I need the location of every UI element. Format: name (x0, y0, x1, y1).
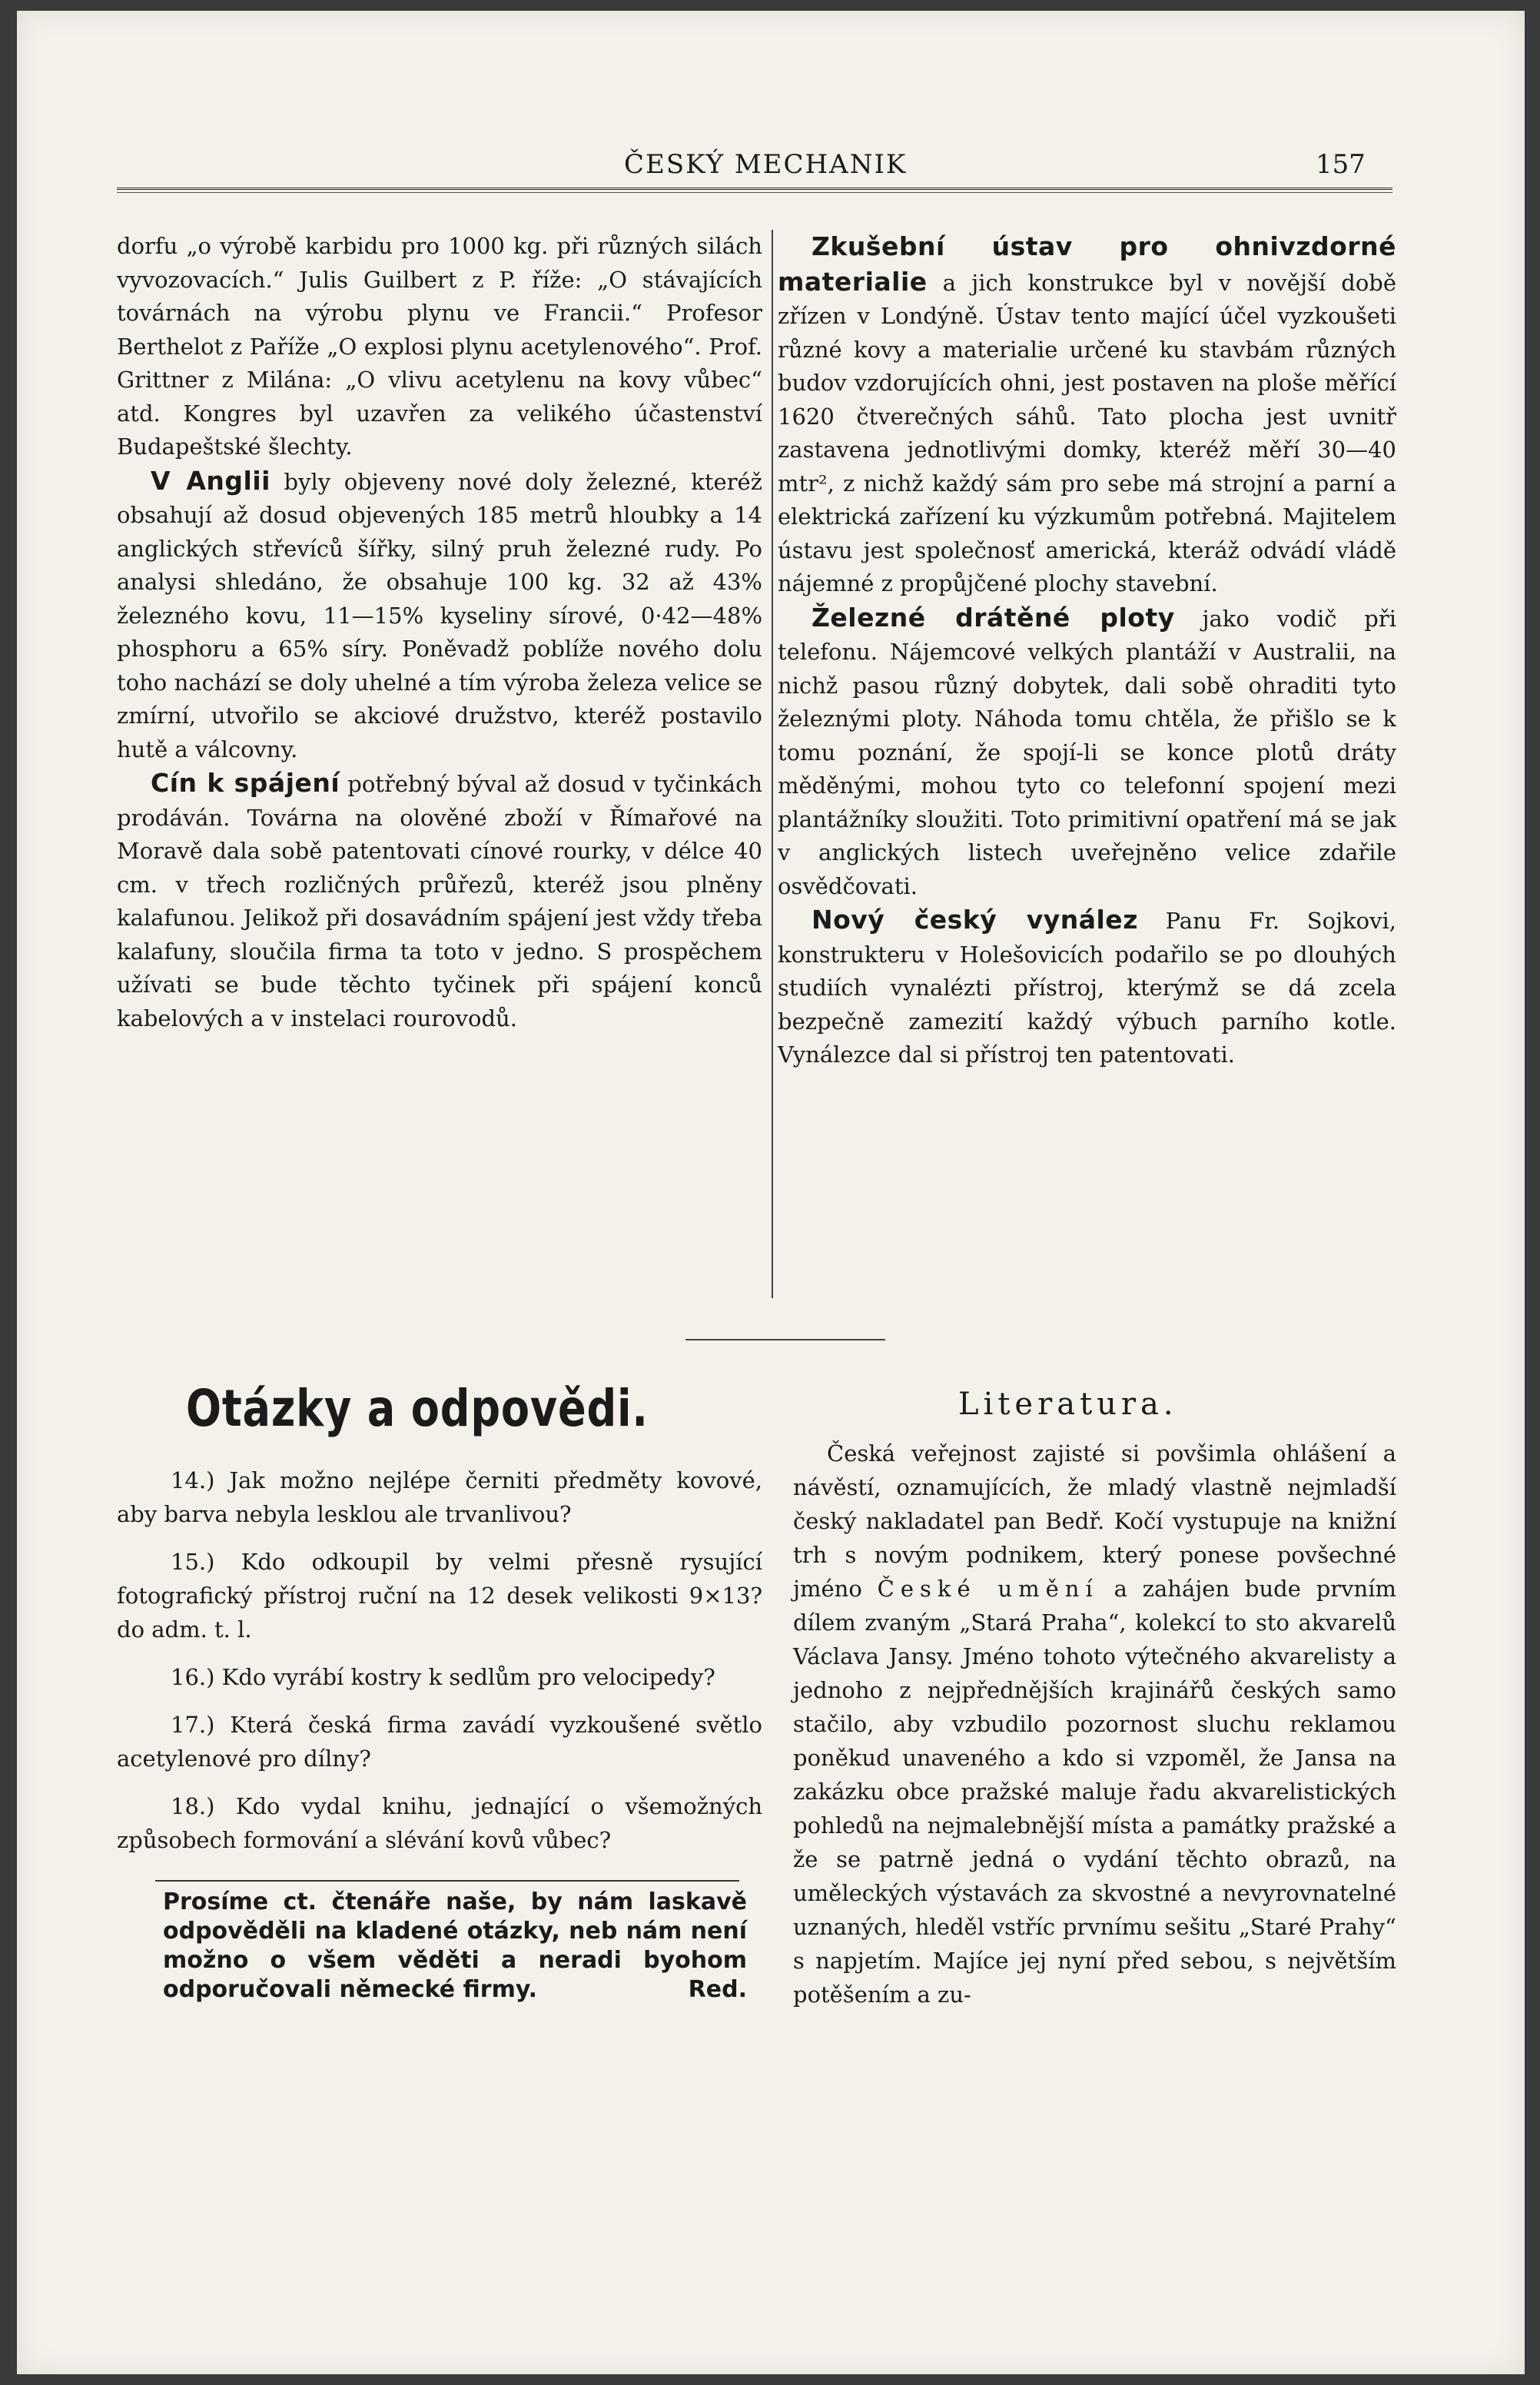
header-rule-thin (117, 192, 1392, 193)
notice-rule (155, 1880, 739, 1882)
article-anglie (117, 464, 762, 767)
article-heading: Zkušební ústav pro ohnivzdorné materialie (778, 231, 1396, 297)
question-16: 16.) Kdo vyrábí kostry k sedlům pro velocipedy? (171, 1664, 715, 1690)
qa-title: Otázky a odpovědi. (186, 1379, 649, 1438)
question-15: 15.) Kdo odkoupil by velmi přesně rysující fotografický přístroj ruční na 12 desek velikosti 9×13? do adm. t. l. (117, 1549, 762, 1643)
article-congress-end: dorfu „o výrobě karbidu pro 1000 kg. při různých silách vyvozovacích.“ Julis Guilbert z P. říže: „O stávajících továrnách na výrobu plynu ve Francii.“ Profesor Berthelot z Paříže „O explosi plynu acetylenového“. Prof. Grittner z Milána: „O vlivu acetylenu na kovy vůbec“ atd. Kongres byl uzavřen za velikého účastenství Budapeštské šlechty. (117, 233, 762, 460)
notice-signature: Red. (688, 1976, 747, 2003)
article-drateny-ploty (778, 601, 1396, 904)
article-text: a jich konstrukce byl v novější době zřízen v Londýně. Ústav tento mající účel vyzkoušeti různé kovy a materialie určené ku stavbám různých budov vzdorujících ohni, jest postaven na ploše měřící 1620 čtverečných sáhů. Tato plocha jest uvnitř zastavena jednotlivými domky, kteréž měří 30—40 mtr², z nichž každý sám pro sebe má strojní a parní a elektrická zařízení ku výzkumům potřebná. Majitelem ústavu jest společnosť americká, kteráž odvádí vládě nájemné z propůjčené plochy stavební. (778, 269, 1396, 596)
question-18: 18.) Kdo vydal knihu, jednající o všemožných způsobech formování a slévání kovů vůbec? (117, 1793, 762, 1853)
literatura-title: Literatura. (958, 1387, 1178, 1422)
column-divider (772, 230, 773, 1298)
article-heading: Nový český vynález (811, 905, 1138, 935)
article-text: potřebný býval až dosud v tyčinkách prodáván. Továrna na olověné zboží v Římařové na Moravě dala sobě patentovati cínové rourky, v délce 40 cm. v třech rozličných průřezů, kteréž jsou plněny kalafunou. Jelikož při dosavádním spájení jest vždy třeba kalafuny, sloučila firma ta toto v jedno. S prospěchem užívati se bude těchto tyčinek při spájení konců kabelových a v instelaci rourovodů. (117, 771, 762, 1031)
article-zkusebni-ustav (778, 230, 1396, 601)
article-heading: Cín k spájení (151, 768, 340, 798)
literatura-paragraph (793, 1437, 1396, 2011)
article-text: Panu Fr. Sojkovi, konstrukteru v Holešovicích podařilo se po dlouhých studiích vynalézti přístroj, kterýmž se dá zcela bezpečně zamezití každý výbuch parního kotle. Vynálezce dal si přístroj ten patentovati. (778, 908, 1396, 1068)
article-heading: V Anglii (151, 465, 270, 496)
literatura-text-b: a zahájen bude prvním dílem zvaným „Stará Praha“, kolekcí to sto akvarelů Václava Jansy. Jméno tohoto výtečného akvarelisty a jednoho z nejpřednějších krajinářů českých samo stačilo, aby vzbudilo pozornost sluchu reklamou poněkud unaveného a kdo si vzpoměl, že Jansa na zakázku obce pražské maluje řadu akvarelistických pohledů na nejmalebnější místa a památky pražské a že se patrně jedná o vydání těchto obrazů, na uměleckých výstavách za skvostné a nevyrovnatelné uznaných, hleděl vstříc prvnímu sešitu „Staré Prahy“ s napjetím. Majíce jej nyní před sebou, s největším potěšením a zu- (793, 1576, 1396, 2008)
right-column-news (778, 230, 1396, 1072)
reader-notice (117, 1888, 747, 2005)
page-header (17, 149, 1525, 195)
left-column-news (117, 230, 762, 1035)
qa-section (117, 1463, 762, 2005)
newspaper-page (17, 11, 1525, 2374)
notice-text: Prosíme ct. čtenáře naše, by nám laskavě odpověděli na kladené otázky, neb nám není možno o všem věděti a neradi byohom odporučovali německé firmy. (163, 1888, 747, 2003)
article-cin (117, 766, 762, 1035)
header-rule (117, 188, 1392, 190)
article-text: byly objeveny nové doly železné, kteréž obsahují až dosud objevených 185 metrů hloubky a 14 anglických střevíců šířky, silný pruh železné rudy. Po analysi shledáno, že obsahuje 100 kg. 32 až 43% železného kovu, 11—15% kyseliny sírové, 0·42—48% phosphoru a 65% síry. Poněvadž poblíže nového dolu toho nachází se doly uhelné a tím výroba železa velice se zmírní, utvořilo se akciové družstvo, kteréž postavilo hutě a válcovny. (117, 468, 762, 762)
literatura-text-a: Česká veřejnost zajisté si povšimla ohlášení a návěstí, oznamujících, že mladý vlastně nejmladší český nakladatel pan Bedř. Kočí vystupuje na knižní trh s novým podnikem, který ponese povšechné jméno (793, 1440, 1396, 1602)
article-text: jako vodič při telefonu. Nájemcové velkých plantáží v Australii, na nichž pasou různý dobytek, dali sobě ohraditi tyto železnými ploty. Náhoda tomu chtěla, že přišlo se k tomu poznání, že spojí-li se konce plotů dráty měděnými, mohou tyto co telefonní spojení mezi plantážníky sloužiti. Toto primitivní opatření má se jak v anglických listech uveřejněno velice zdařile osvědčovati. (778, 605, 1396, 899)
section-divider (685, 1339, 885, 1340)
article-vynalez (778, 903, 1396, 1072)
question-14: 14.) Jak možno nejlépe černiti předměty kovové, aby barva nebyla lesklou ale trvanlivou? (117, 1467, 762, 1527)
literatura-spaced-title: České umění (877, 1576, 1099, 1602)
question-17: 17.) Která česká firma zavádí vyzkoušené světlo acetylenové pro dílny? (117, 1712, 762, 1772)
page-number: 157 (1316, 149, 1366, 180)
running-title: ČESKÝ MECHANIK (624, 149, 908, 180)
article-heading: Železné drátěné ploty (811, 602, 1175, 633)
literatura-column (793, 1437, 1396, 2011)
